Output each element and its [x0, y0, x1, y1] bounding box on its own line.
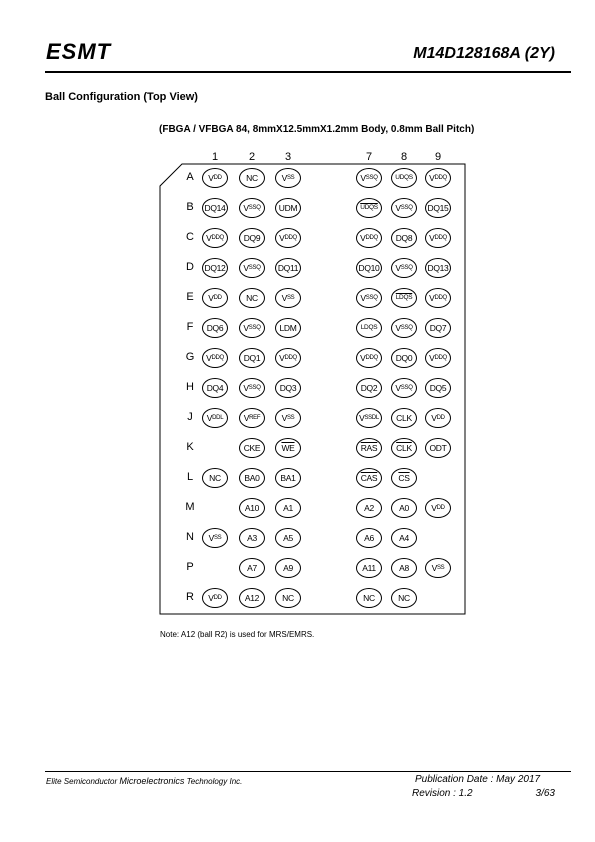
- ball-F9: DQ7: [425, 318, 451, 338]
- ball-K7: $\overline{RAS}$: [356, 438, 382, 458]
- ball-D1: DQ12: [202, 258, 228, 278]
- ball-H8: V SSQ: [391, 378, 417, 398]
- row-header: H: [186, 381, 194, 393]
- ball-N7: A6: [356, 528, 382, 548]
- ball-P9: V SS: [425, 558, 451, 578]
- ball-H2: V SSQ: [239, 378, 265, 398]
- row-header: A: [186, 171, 194, 183]
- section-title: Ball Configuration (Top View): [45, 91, 198, 103]
- ball-C1: V DDQ: [202, 228, 228, 248]
- ball-M7: A2: [356, 498, 382, 518]
- column-header: 8: [400, 151, 408, 163]
- ball-C8: DQ8: [391, 228, 417, 248]
- company-logo: ESMT: [46, 39, 112, 64]
- company-mid: Microelectronics: [119, 776, 185, 786]
- row-header: J: [187, 411, 193, 423]
- ball-E3: V SS: [275, 288, 301, 308]
- ball-G8: DQ0: [391, 348, 417, 368]
- ball-L1: NC: [202, 468, 228, 488]
- ball-H7: DQ2: [356, 378, 382, 398]
- ball-A3: V SS: [275, 168, 301, 188]
- company-suffix: Technology Inc.: [184, 777, 243, 786]
- ball-L3: BA1: [275, 468, 301, 488]
- ball-A1: V DD: [202, 168, 228, 188]
- ball-L8: $\overline{CS}$: [391, 468, 417, 488]
- ball-F2: V SSQ: [239, 318, 265, 338]
- ball-E7: V SSQ: [356, 288, 382, 308]
- ball-A8: UDQS: [391, 168, 417, 188]
- ball-G9: V DDQ: [425, 348, 451, 368]
- ball-M3: A1: [275, 498, 301, 518]
- company-name: [46, 776, 242, 786]
- row-header: N: [186, 531, 194, 543]
- ball-M8: A0: [391, 498, 417, 518]
- ball-N3: A5: [275, 528, 301, 548]
- ball-R2: A12: [239, 588, 265, 608]
- ball-P2: A7: [239, 558, 265, 578]
- ball-J3: V SS: [275, 408, 301, 428]
- row-header: C: [186, 231, 194, 243]
- ball-B2: V SSQ: [239, 198, 265, 218]
- column-header: 9: [434, 151, 442, 163]
- row-header: F: [186, 321, 194, 333]
- column-header: 1: [211, 151, 219, 163]
- ball-R3: NC: [275, 588, 301, 608]
- note-text: Note: A12 (ball R2) is used for MRS/EMRS.: [160, 630, 315, 639]
- ball-H3: DQ3: [275, 378, 301, 398]
- ball-J8: CLK: [391, 408, 417, 428]
- ball-C7: V DDQ: [356, 228, 382, 248]
- ball-A2: NC: [239, 168, 265, 188]
- part-number: M14D128168A (2Y): [413, 45, 555, 62]
- package-title: (FBGA / VFBGA 84, 8mmX12.5mmX1.2mm Body, 0.8mm Ball Pitch): [159, 124, 475, 135]
- row-header: G: [185, 351, 195, 363]
- company-prefix: Elite Semiconductor: [46, 777, 120, 786]
- ball-H1: DQ4: [202, 378, 228, 398]
- footer-divider: [45, 771, 571, 772]
- row-header: K: [186, 441, 194, 453]
- ball-D9: DQ13: [425, 258, 451, 278]
- ball-P3: A9: [275, 558, 301, 578]
- ball-L7: $\overline{CAS}$: [356, 468, 382, 488]
- column-header: 7: [365, 151, 373, 163]
- ball-J1: V DDL: [202, 408, 228, 428]
- column-header: 2: [248, 151, 256, 163]
- ball-B8: V SSQ: [391, 198, 417, 218]
- row-header: R: [186, 591, 194, 603]
- ball-M9: V DD: [425, 498, 451, 518]
- row-header: M: [185, 501, 195, 513]
- revision: Revision : 1.2: [412, 788, 473, 799]
- ball-D7: DQ10: [356, 258, 382, 278]
- ball-K8: $\overline{CLK}$: [391, 438, 417, 458]
- ball-M2: A10: [239, 498, 265, 518]
- row-header: E: [186, 291, 194, 303]
- ball-B7: UDQS: [356, 198, 382, 218]
- column-header: 3: [284, 151, 292, 163]
- header-divider: [45, 71, 571, 73]
- ball-N2: A3: [239, 528, 265, 548]
- row-header: B: [186, 201, 194, 213]
- ball-J9: V DD: [425, 408, 451, 428]
- ball-E9: V DDQ: [425, 288, 451, 308]
- ball-B3: UDM: [275, 198, 301, 218]
- ball-D2: V SSQ: [239, 258, 265, 278]
- ball-H9: DQ5: [425, 378, 451, 398]
- ball-B9: DQ15: [425, 198, 451, 218]
- ball-A7: V SSQ: [356, 168, 382, 188]
- ball-C2: DQ9: [239, 228, 265, 248]
- publication-date: Publication Date : May 2017: [415, 774, 541, 785]
- row-header: P: [186, 561, 194, 573]
- ball-D3: DQ11: [275, 258, 301, 278]
- ball-N8: A4: [391, 528, 417, 548]
- ball-B1: DQ14: [202, 198, 228, 218]
- ball-P7: A11: [356, 558, 382, 578]
- ball-F8: V SSQ: [391, 318, 417, 338]
- ball-G7: V DDQ: [356, 348, 382, 368]
- ball-R8: NC: [391, 588, 417, 608]
- ball-D8: V SSQ: [391, 258, 417, 278]
- ball-J7: V SSDL: [356, 408, 382, 428]
- row-header: L: [186, 471, 194, 483]
- ball-E1: V DD: [202, 288, 228, 308]
- ball-N1: V SS: [202, 528, 228, 548]
- ball-G2: DQ1: [239, 348, 265, 368]
- ball-E2: NC: [239, 288, 265, 308]
- ball-A9: V DDQ: [425, 168, 451, 188]
- ball-G1: V DDQ: [202, 348, 228, 368]
- ball-R1: V DD: [202, 588, 228, 608]
- ball-K2: CKE: [239, 438, 265, 458]
- ball-K3: $\overline{WE}$: [275, 438, 301, 458]
- row-header: D: [186, 261, 194, 273]
- ball-C3: V DDQ: [275, 228, 301, 248]
- ball-F1: DQ6: [202, 318, 228, 338]
- ball-K9: ODT: [425, 438, 451, 458]
- ball-E8: LDQS: [391, 288, 417, 308]
- page-number: 3/63: [535, 788, 555, 799]
- ball-C9: V DDQ: [425, 228, 451, 248]
- ball-P8: A8: [391, 558, 417, 578]
- ball-J2: V REF: [239, 408, 265, 428]
- ball-F3: LDM: [275, 318, 301, 338]
- ball-L2: BA0: [239, 468, 265, 488]
- ball-R7: NC: [356, 588, 382, 608]
- ball-F7: LDQS: [356, 318, 382, 338]
- ball-G3: V DDQ: [275, 348, 301, 368]
